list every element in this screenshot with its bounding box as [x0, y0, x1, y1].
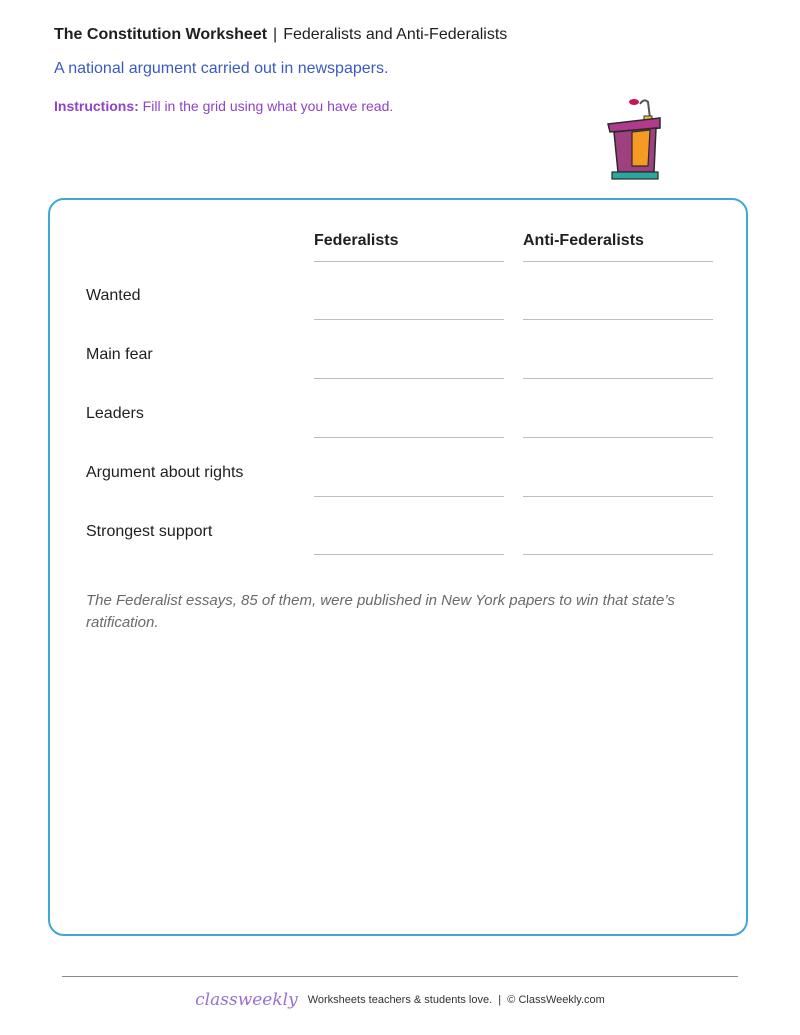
worksheet-subtitle: A national argument carried out in newspapers.: [54, 60, 389, 77]
answer-line-federalists-support[interactable]: [314, 554, 504, 555]
column-header-rule: [314, 261, 504, 262]
answer-line-anti-federalists-main-fear[interactable]: [523, 378, 713, 379]
column-header-anti-federalists: Anti-Federalists: [523, 232, 644, 249]
row-label-leaders: Leaders: [86, 405, 144, 422]
row-label-strongest-support: Strongest support: [86, 523, 213, 540]
worksheet-header: [54, 26, 507, 44]
header-separator: |: [273, 26, 278, 43]
worksheet-title: The Constitution Worksheet: [54, 26, 268, 43]
footer-tagline: Worksheets teachers & students love.: [307, 994, 493, 1006]
column-header-federalists: Federalists: [314, 232, 399, 249]
instructions: [54, 98, 393, 114]
context-note: The Federalist essays, 85 of them, were published in New York papers to win that state’s ratification.: [86, 592, 675, 631]
row-label-wanted: Wanted: [86, 287, 141, 304]
row-label-main-fear: Main fear: [86, 346, 153, 363]
answer-line-anti-federalists-wanted[interactable]: [523, 319, 713, 320]
instructions-label: Instructions:: [54, 98, 139, 114]
footer: [0, 990, 800, 1010]
worksheet-card: [48, 198, 748, 936]
row-label-argument-about-rights: Argument about rights: [86, 464, 244, 481]
brand-logo: classweekly: [195, 990, 298, 1010]
footer-separator: |: [498, 994, 502, 1006]
answer-line-federalists-leaders[interactable]: [314, 437, 504, 438]
column-header-rule: [523, 261, 713, 262]
instructions-text: Fill in the grid using what you have read.: [142, 98, 394, 114]
answer-line-anti-federalists-support[interactable]: [523, 554, 713, 555]
podium-with-microphone-icon: [604, 94, 666, 182]
answer-line-federalists-main-fear[interactable]: [314, 378, 504, 379]
answer-line-anti-federalists-rights[interactable]: [523, 496, 713, 497]
footer-copyright: © ClassWeekly.com: [507, 994, 605, 1006]
footer-divider: [62, 976, 738, 977]
answer-line-federalists-wanted[interactable]: [314, 319, 504, 320]
answer-line-anti-federalists-leaders[interactable]: [523, 437, 713, 438]
answer-line-federalists-rights[interactable]: [314, 496, 504, 497]
worksheet-topic: Federalists and Anti-Federalists: [283, 26, 508, 43]
